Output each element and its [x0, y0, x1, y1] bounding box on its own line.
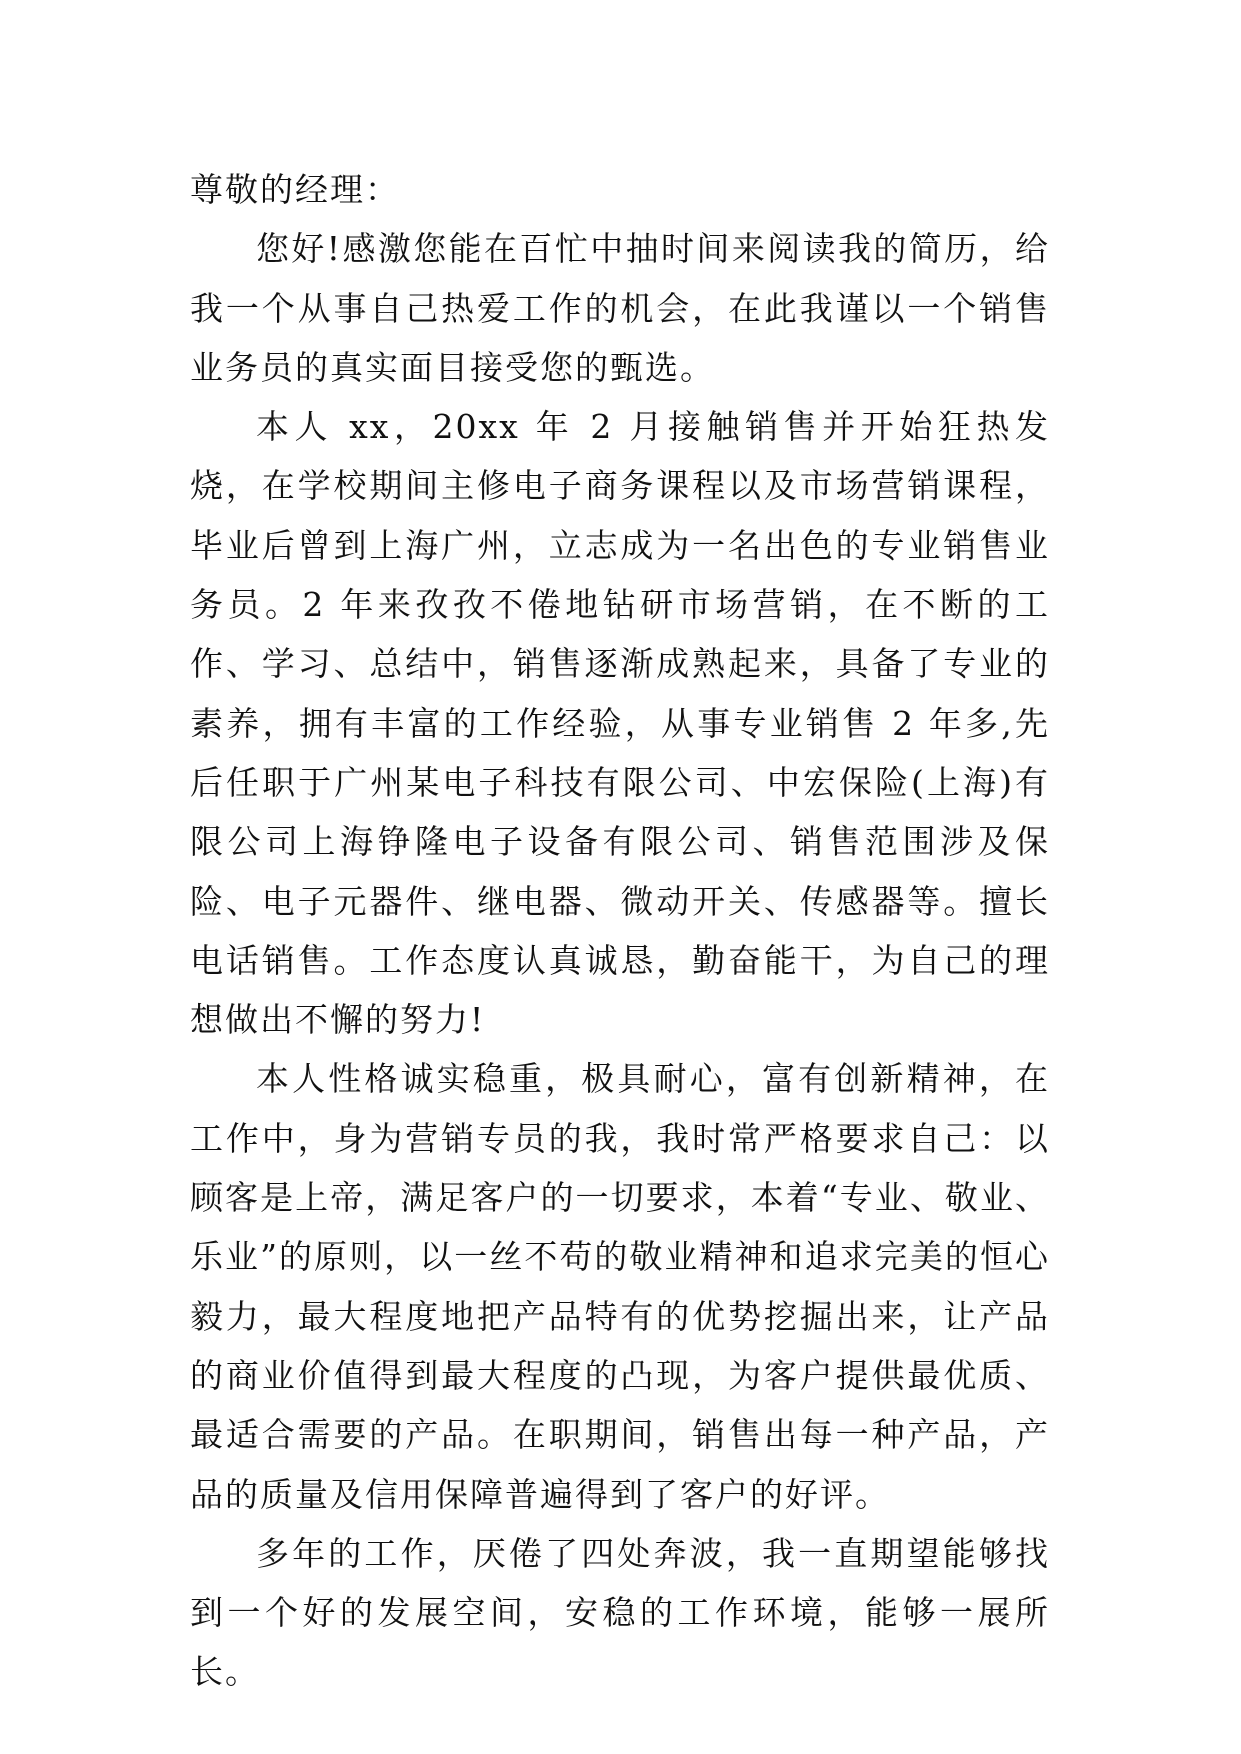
salutation: 尊敬的经理：: [190, 170, 400, 209]
paragraph-closing: 多年的工作，厌倦了四处奔波，我一直期望能够找到一个好的发展空间，安稳的工作环境，能够一展所长。: [190, 1533, 1050, 1692]
paragraph-greeting: 您好!感激您能在百忙中抽时间来阅读我的简历，给我一个从事自己热爱工作的机会，在此我谨以一个销售业务员的真实面目接受您的甄选。: [190, 229, 1050, 387]
cover-letter-body: [190, 160, 1050, 1702]
paragraph-experience: 本人 xx，20xx 年 2 月接触销售并开始狂热发烧，在学校期间主修电子商务课程以及市场营销课程，毕业后曾到上海广州，立志成为一名出色的专业销售业务员。2 年来孜孜不倦地钻研市场营销，在不断的工作、学习、总结中，销售逐渐成熟起来，具备了专业的素养，拥有丰富的工作经验，从事专业销售 2 年多,先后任职于广州某电子科技有限公司、中宏保险(上海)有限公司上海铮隆电子设备有限公司、销售范围涉及保险、电子元器件、继电器、微动开关、传感器等。擅长电话销售。工作态度认真诚恳，勤奋能干，为自己的理想做出不懈的努力!: [190, 407, 1050, 1040]
paragraph-personality: 本人性格诚实稳重，极具耐心，富有创新精神，在工作中，身为营销专员的我，我时常严格要求自己：以顾客是上帝，满足客户的一切要求，本着“专业、敬业、乐业”的原则，以一丝不苟的敬业精神和追求完美的恒心毅力，最大程度地把产品特有的优势挖掘出来，让产品的商业价值得到最大程度的凸现，为客户提供最优质、最适合需要的产品。在职期间，销售出每一种产品，产品的质量及信用保障普遍得到了客户的好评。: [190, 1059, 1050, 1514]
